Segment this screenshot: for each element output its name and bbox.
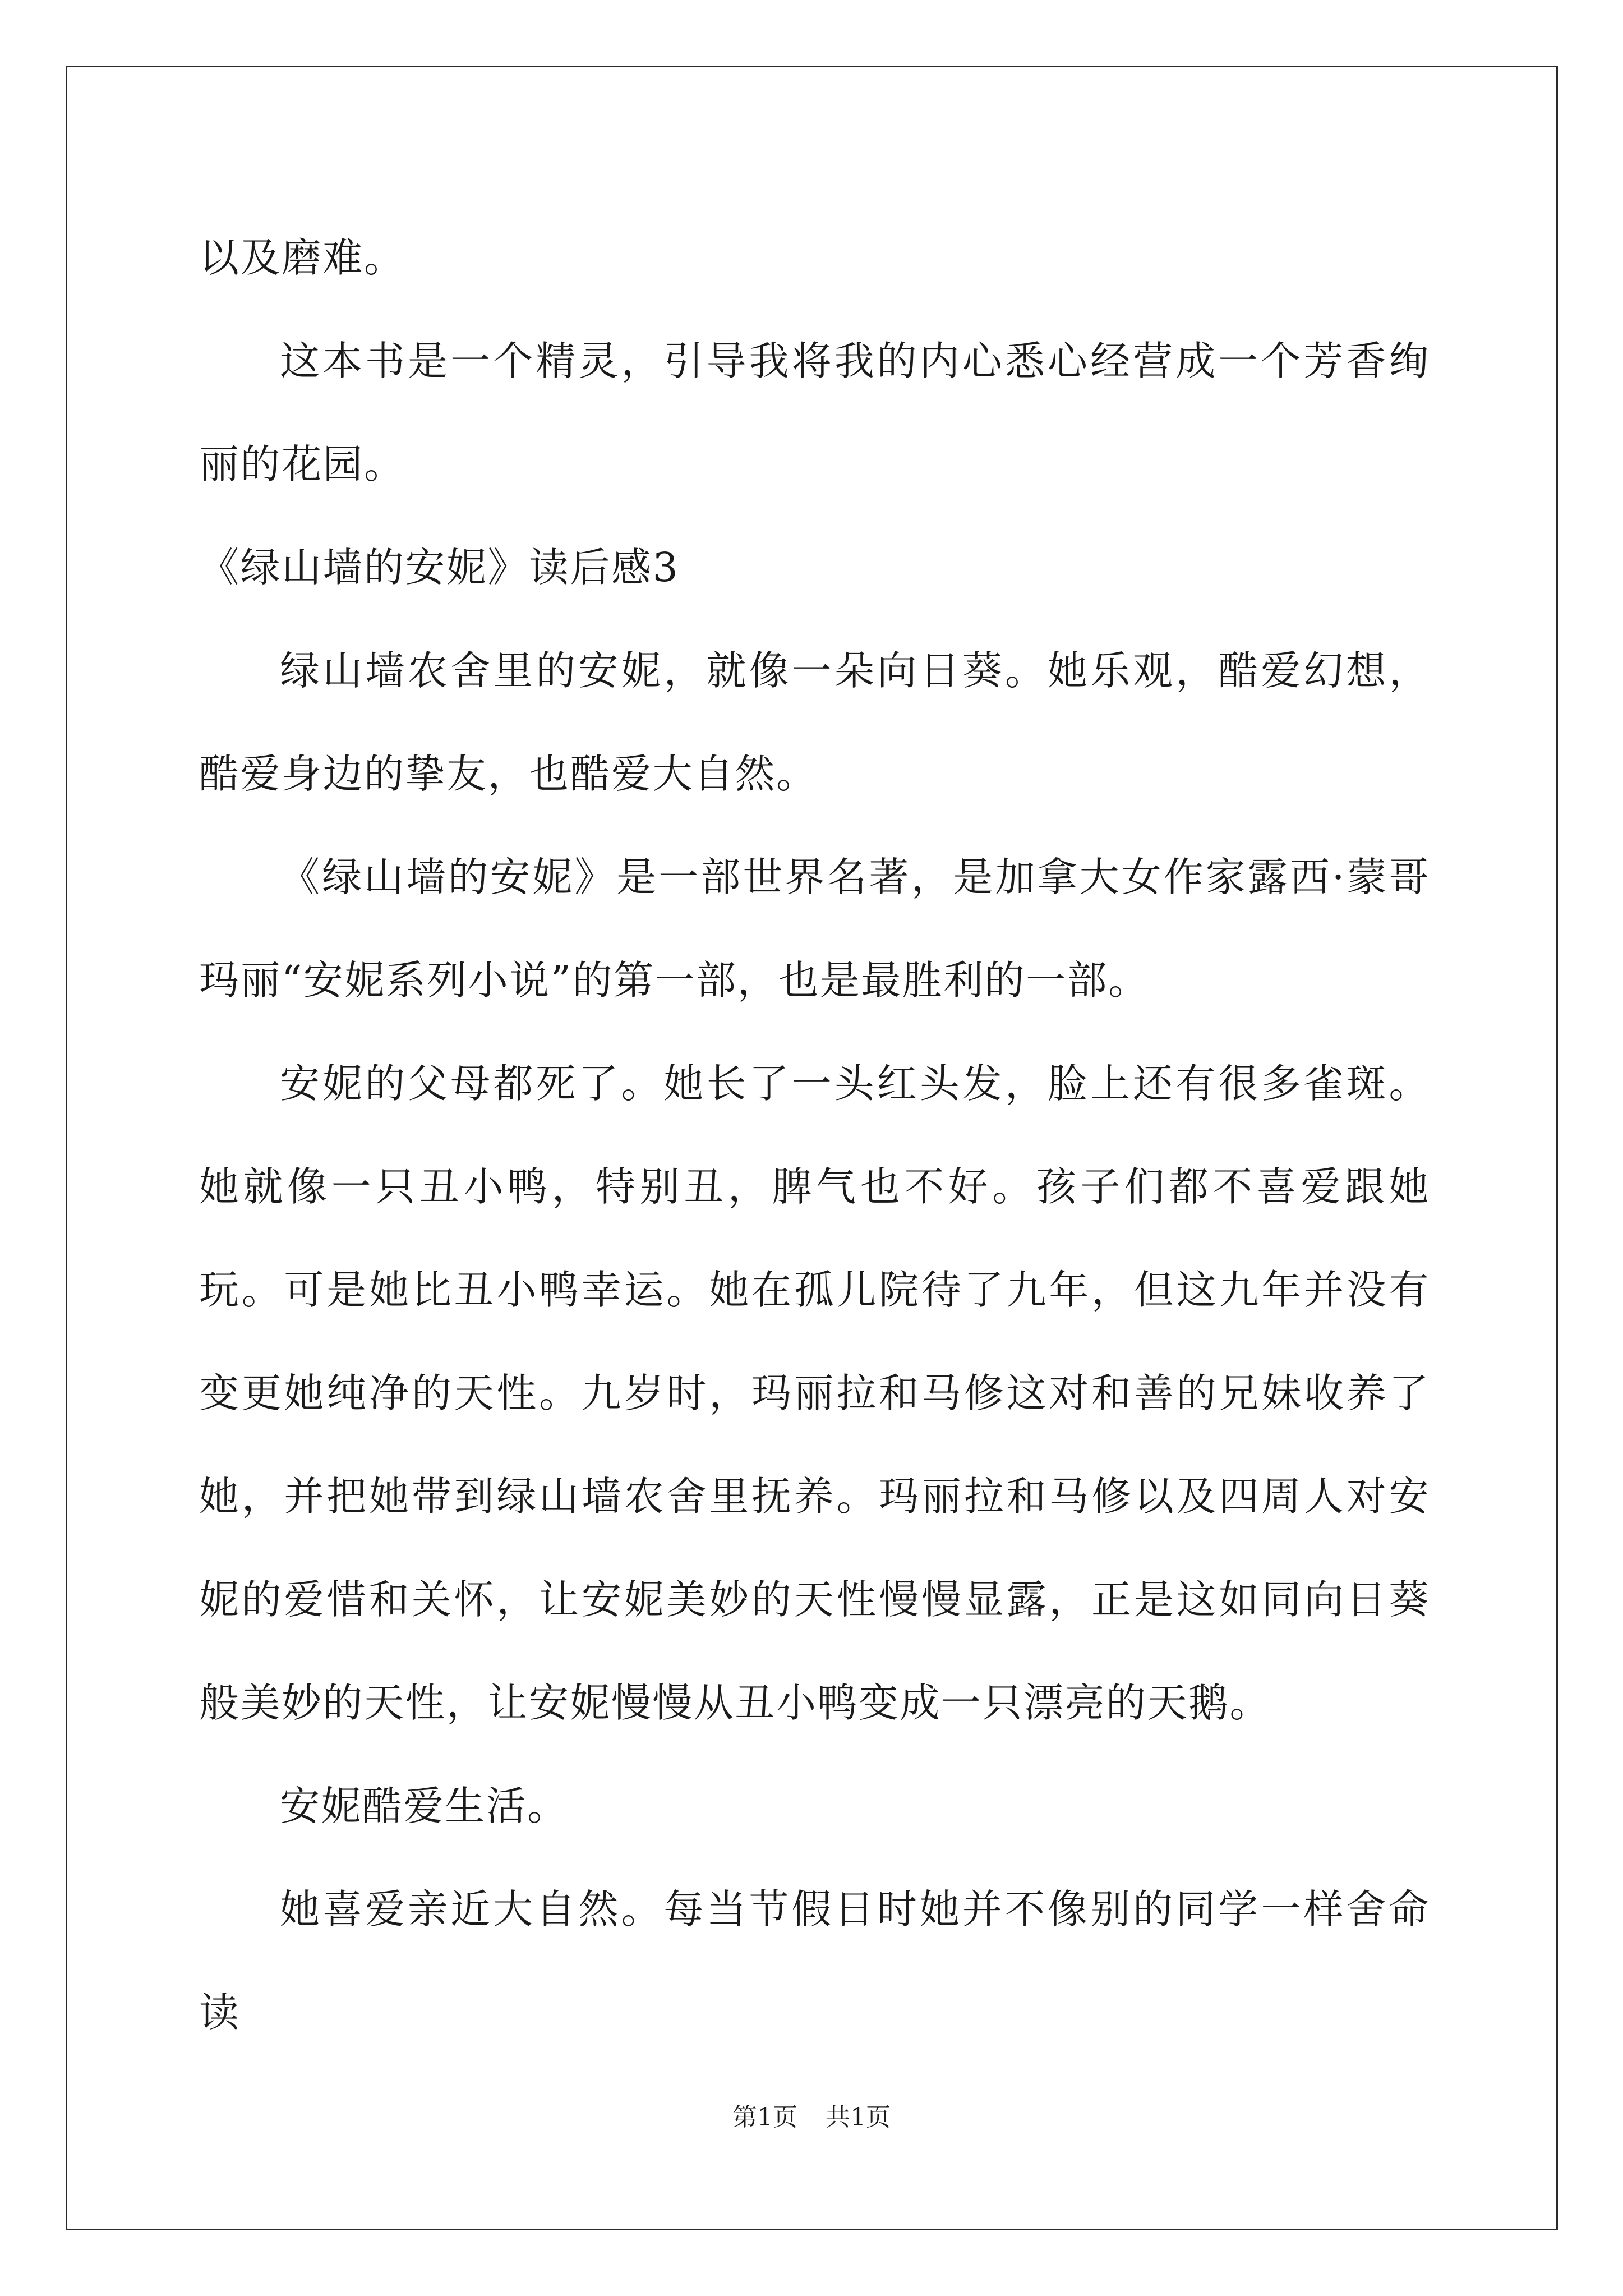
paragraph: 安妮酷爱生活。 [280, 1783, 569, 1829]
page-total: 共1页 [826, 2103, 891, 2132]
page-number: 第1页 [732, 2103, 797, 2132]
section-heading: 《绿山墙的安妮》读后感3 [199, 544, 680, 591]
paragraph-continuation: 以及磨难。 [199, 234, 405, 281]
page-footer [0, 2101, 1623, 2134]
document-body [199, 206, 1430, 2064]
paragraph: 她喜爱亲近大自然。每当节假日时她并不像别的同学一样舍命读 [199, 1886, 1430, 2036]
paragraph: 《绿山墙的安妮》是一部世界名著，是加拿大女作家露西·蒙哥玛丽“安妮系列小说”的第一部，也是最胜利的一部。 [199, 854, 1430, 1004]
paragraph: 这本书是一个精灵，引导我将我的内心悉心经营成一个芳香绚丽的花园。 [199, 338, 1430, 487]
paragraph: 安妮的父母都死了。她长了一头红头发，脸上还有很多雀斑。她就像一只丑小鸭，特别丑，脾气也不好。孩子们都不喜爱跟她玩。可是她比丑小鸭幸运。她在孤儿院待了九年，但这九年并没有变更她纯净的天性。九岁时，玛丽拉和马修这对和善的兄妹收养了她，并把她带到绿山墙农舍里抚养。玛丽拉和马修以及四周人对安妮的爱惜和关怀，让安妮美妙的天性慢慢显露，正是这如同向日葵般美妙的天性，让安妮慢慢从丑小鸭变成一只漂亮的天鹅。 [199, 1060, 1430, 1726]
paragraph: 绿山墙农舍里的安妮，就像一朵向日葵。她乐观，酷爱幻想，酷爱身边的挚友，也酷爱大自然。 [199, 647, 1430, 797]
